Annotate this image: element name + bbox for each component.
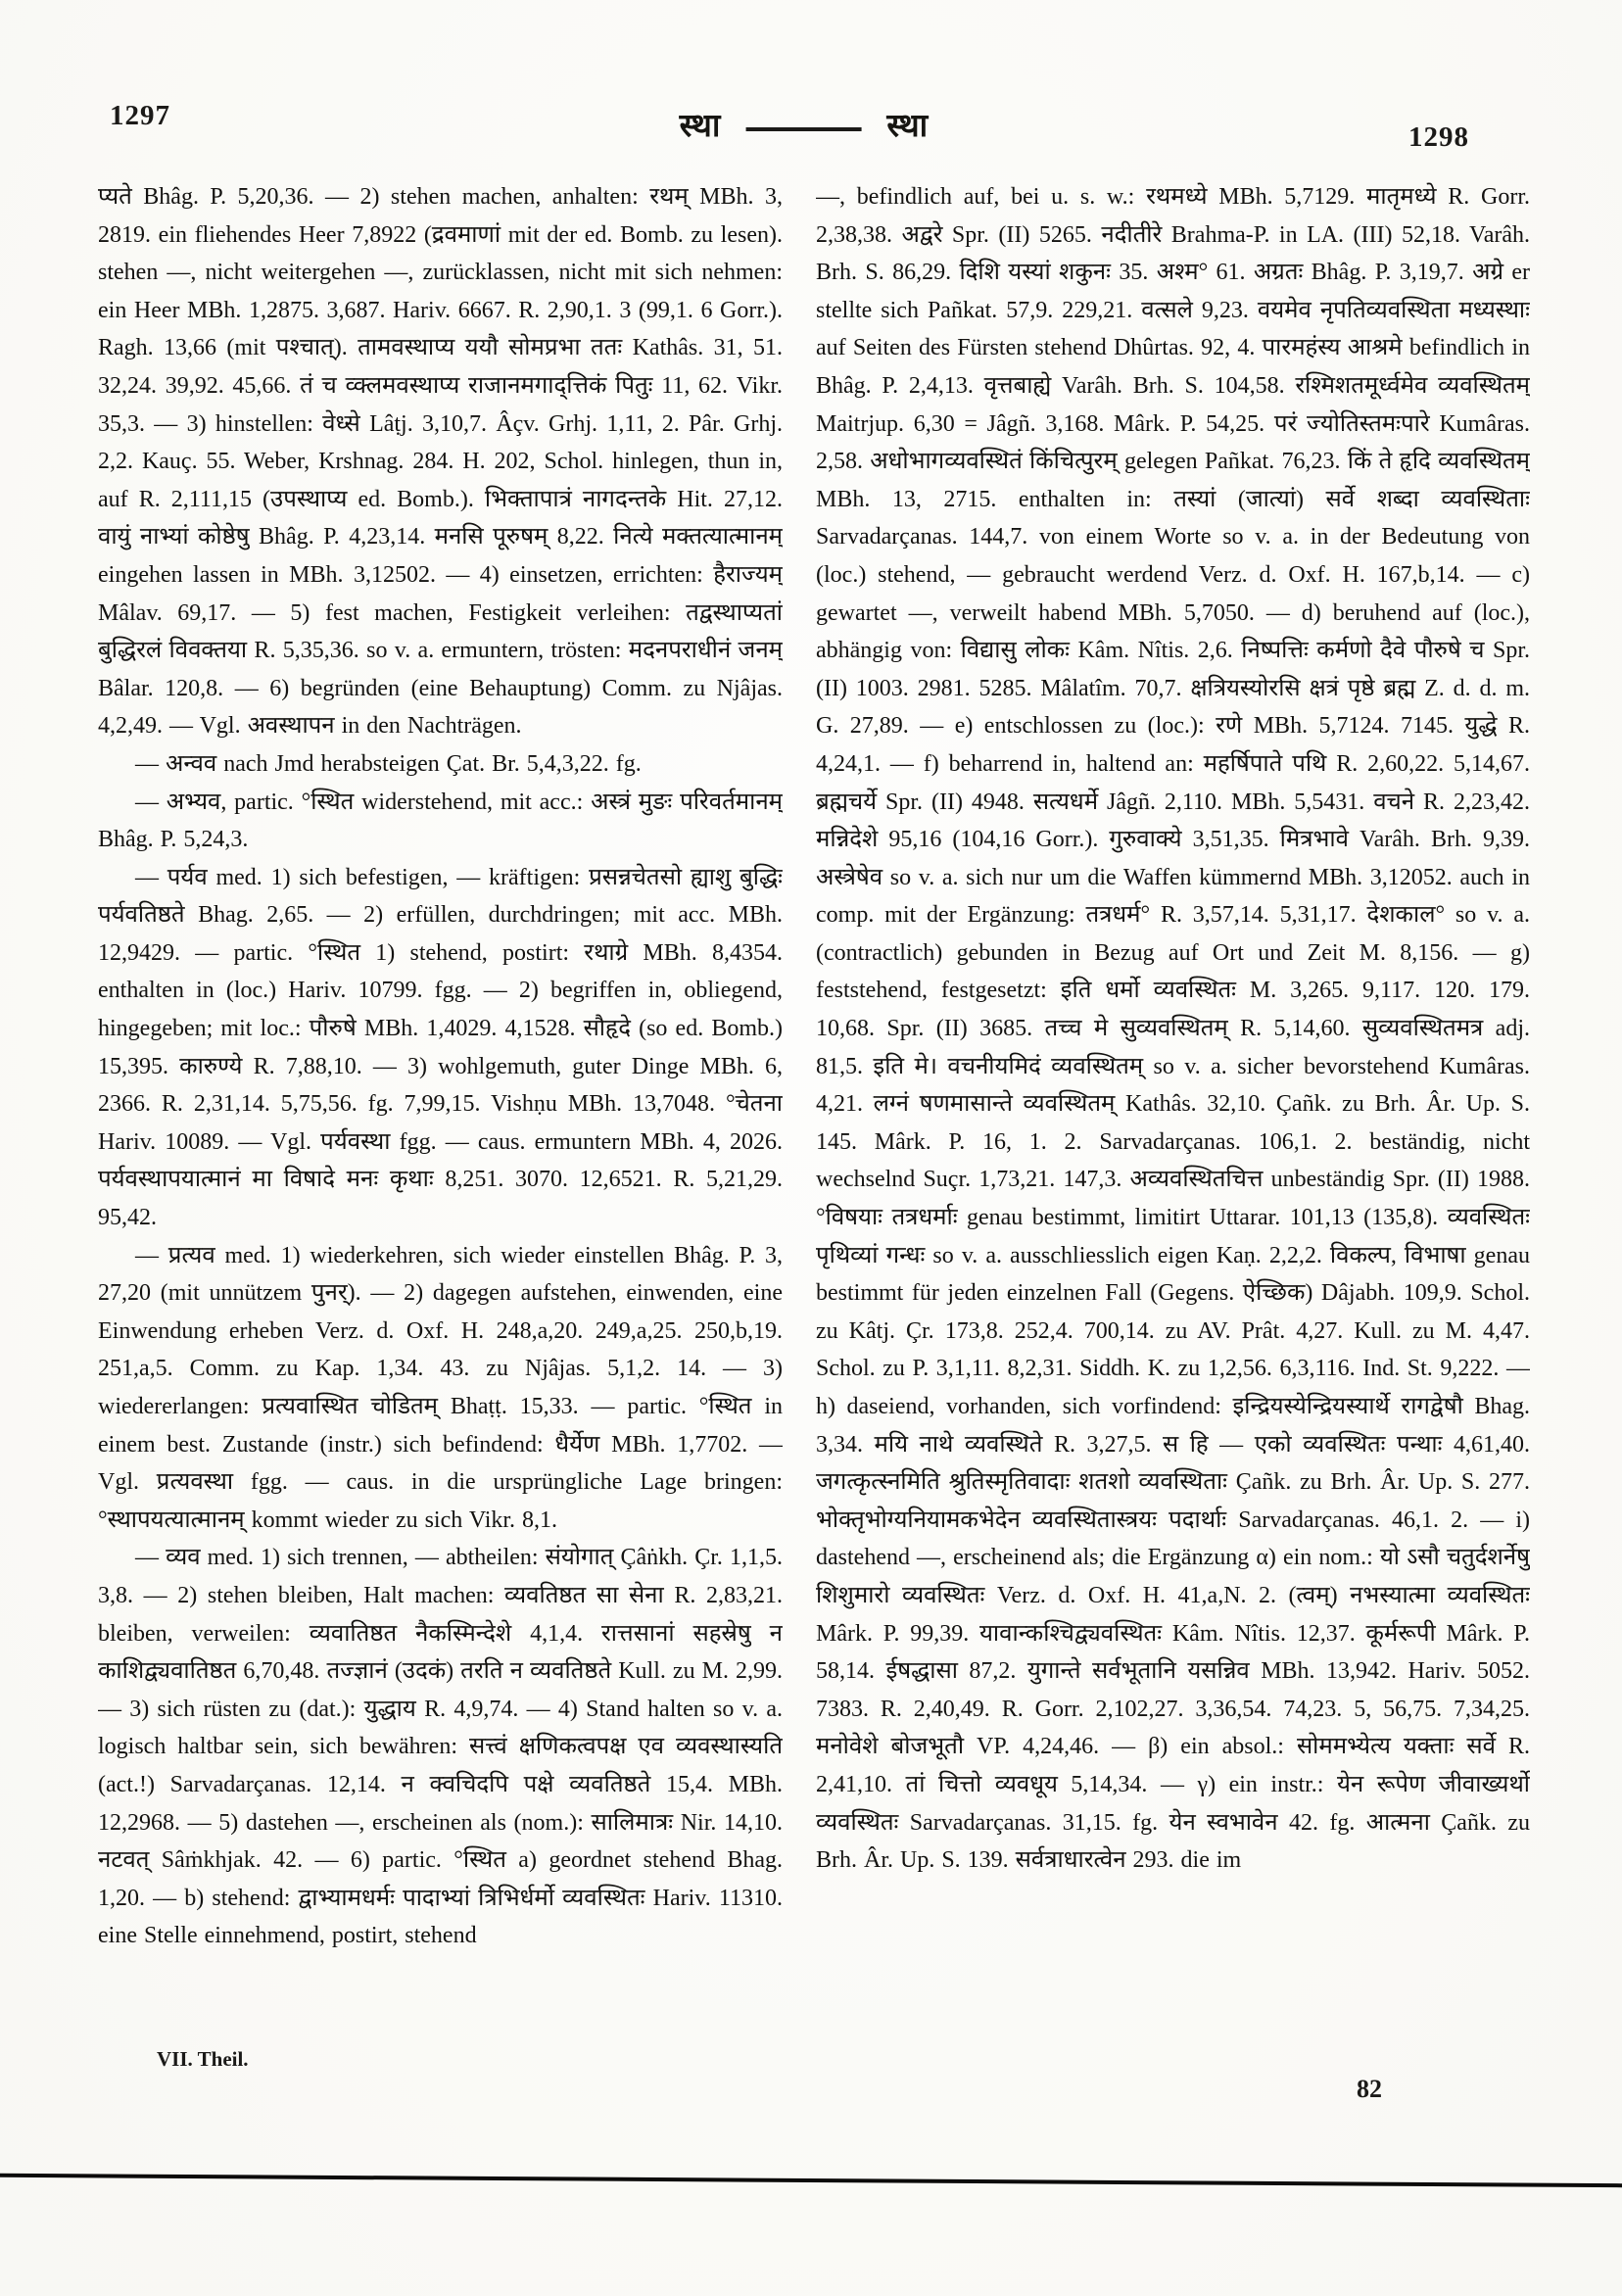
entry-paragraph: प्यते Bhâg. P. 5,20,36. — 2) stehen machen, anhalten: रथम् MBh. 3, 2819. ein fliehendes Heer 7,8922 (द्रवमाणां mit der ed. Bomb. zu lesen). stehen —, nicht weitergehen —, zurücklassen, nicht mit sich nehmen: ein Heer MBh. 1,2875. 3,687. Hariv. 6667. R. 2,90,1. 3 (99,1. 6 Gorr.). Ragh. 13,66 (mit पश्चात्). तामवस्थाप्य ययौ सोमप्रभा ततः Kathâs. 31, 51. 32,24. 39,92. 45,66. तं च व्क्लमवस्थाप्य राजानमगाद्त्तिकं पितुः 11, 62. Vikr. 35,3. — 3) hinstellen: वेध्से Lâṭj. 3,10,7. Âçv. Grhj. 1,11, 2. Pâr. Grhj. 2,2. Kauç. 55. Weber, Krshnag. 284. H. 202, Schol. hinlegen, thun in, auf R. 2,111,15 (उपस्थाप्य ed. Bomb.). भिक्तापात्रं नागदन्तके Hit. 27,12. वायुं नाभ्यां कोष्ठेषु Bhâg. P. 4,23,14. मनसि पूरुषम् 8,22. नित्ये मक्तत्यात्मानम् eingehen lassen in MBh. 3,12502. — 4) einsetzen, errichten: हैराज्यम् Mâlav. 69,17. — 5) fest machen, Festigkeit verleihen: तद्वस्थाप्यतां बुद्धिरलं विवक्तया R. 5,35,36. so v. a. ermuntern, trösten: मदनपराधीनं जनम् Bâlar. 120,8. — 6) begründen (eine Behauptung) Comm. zu Njâjas. 4,2,49. — Vgl. अवस्थापन in den Nachträgen. (98, 184, 783, 740)
left-text-column (98, 178, 783, 2045)
entry-paragraph: — पर्यव med. 1) sich befestigen, — kräftigen: प्रसन्नचेतसो ह्याशु बुद्धिः पर्यवतिष्ठते Bhag. 2,65. — 2) erfüllen, durchdringen; mit acc. MBh. 12,9429. — partic. °स्थित 1) stehend, postirt: रथाग्रे MBh. 8,4354. enthalten in (loc.) Hariv. 10799. fgg. — 2) begriffen in, obliegend, hingegeben; mit loc.: पौरुषे MBh. 1,4029. 4,1528. सौहृदे (so ed. Bomb.) 15,395. कारुण्ये R. 7,88,10. — 3) wohlgemuth, guter Dinge MBh. 6, 2366. R. 2,31,14. 5,75,56. fg. 7,99,15. Vishṇu MBh. 13,7048. °चेतना Hariv. 10089. — Vgl. पर्यवस्था fgg. — caus. ermuntern MBh. 4, 2026. पर्यवस्थापयात्मानं मा विषादे मनः कृथाः 8,251. 3070. 12,6521. R. 5,21,29. 95,42. (98, 864, 783, 1231)
page-number-left: 1297 (110, 100, 170, 131)
entry-paragraph: — व्यव med. 1) sich trennen, — abtheilen: संयोगात् Çâṅkh. Çr. 1,1,5. 3,8. — 2) stehen bleiben, Halt machen: व्यवतिष्ठत सा सेना R. 2,83,21. bleiben, verweilen: व्यवातिष्ठत नैकस्मिन्देशे 4,1,4. रात्तसानां सहस्रेषु न काशिद्व्यवातिष्ठत 6,70,48. तज्ज्ञानं (उदकं) तरति न व्यवतिष्ठते Kull. zu M. 2,99. — 3) sich rüsten zu (dat.): युद्धाय R. 4,9,74. — 4) Stand halten so v. a. logisch haltbar sein, sich bewähren: सत्त्वं क्षणिकत्वपक्ष एव व्यवस्थास्यति (act.!) Sarvadarçanas. 12,14. न क्वचिदपि पक्षे व्यवतिष्ठते 15,4. MBh. 12,2968. — 5) dastehen —, erscheinen als (nom.): सालिमात्रः Nir. 14,10. नटवत् Sâṁkhjak. 42. — 6) partic. °स्थित a) geordnet stehend Bhag. 1,20. — b) stehend: द्वाभ्यामधर्मः पादाभ्यां त्रिभिर्धर्मो व्यवस्थितः Hariv. 11310. eine Stelle einnehmend, postirt, stehend (98, 1545, 783, 1949)
entry-paragraph: — प्रत्यव med. 1) wiederkehren, sich wieder einstellen Bhâg. P. 3, 27,20 (mit unnützem पुनर्). — 2) dagegen aufstehen, einwenden, eine Einwendung erheben Verz. d. Oxf. H. 248,a,20. 249,a,25. 250,b,19. 251,a,5. Comm. zu Kap. 1,34. 43. zu Njâjas. 5,1,2. 14. — 3) wiedererlangen: प्रत्यवास्थित चोडितम् Bhaṭṭ. 15,33. — partic. °स्थित in einem best. Zustande (instr.) sich befindend: धैर्येण MBh. 1,7702. — Vgl. प्रत्यवस्था fgg. — caus. in die ursprüngliche Lage bringen: °स्थापयत्यात्मानम् kommt wieder zu sich Vikr. 8,1. (98, 1242, 783, 1533)
right-text-column (816, 178, 1530, 2045)
running-headword-left: स्था (679, 109, 721, 144)
running-header (680, 102, 929, 146)
sheet-signature: 82 (1357, 2075, 1382, 2103)
entry-paragraph: —, befindlich auf, bei u. s. w.: रथमध्ये MBh. 5,7129. मातृमध्ये R. Gorr. 2,38,38. अद्वरे Spr. (II) 5265. नदीतीरे Brahma-P. in LA. (III) 52,18. Varâh. Brh. S. 86,29. दिशि यस्यां शकुनः 35. अश्म° 61. अग्रतः Bhâg. P. 3,19,7. अग्रे er stellte sich Pañkat. 57,9. 229,21. वत्सले 9,23. वयमेव नृपतिव्यवस्थिता मध्यस्थाः auf Seiten des Fürsten stehend Dhûrtas. 92, 4. पारमहंस्य आश्रमे befindlich in Bhâg. P. 2,4,13. वृत्तबाह्ये Varâh. Brh. S. 104,58. रश्मिशतमूर्ध्वमेव व्यवस्थितम् Maitrjup. 6,30 = Jâgñ. 3,168. Mârk. P. 54,25. परं ज्योतिस्तमःपारे Kumâras. 2,58. अधोभागव्यवस्थितं किंचित्पुरम् gelegen Pañkat. 76,23. किं ते हृदि व्यवस्थितम् MBh. 13, 2715. enthalten in: तस्यां (जात्यां) सर्वे शब्दा व्यवस्थिताः Sarvadarçanas. 144,7. von einem Worte so v. a. in der Bedeutung von (loc.) stehend, — gebraucht werdend Verz. d. Oxf. H. 167,b,14. — c) gewartet —, verweilt habend MBh. 5,7050. — d) beruhend auf (loc.), abhängig von: विद्यासु लोकः Kâm. Nîtis. 2,6. निष्पत्तिः कर्मणो दैवे पौरुषे च Spr. (II) 1003. 2981. 5285. Mâlatîm. 70,7. क्षत्रियस्योरसि क्षत्रं पृष्ठे ब्रह्म Z. d. d. m. G. 27,89. — e) entschlossen zu (loc.): रणे MBh. 5,7124. 7145. युद्धे R. 4,24,1. — f) beharrend in, haltend an: महर्षिपाते पथि R. 2,60,22. 5,14,67. ब्रह्मचर्ये Spr. (II) 4948. सत्यधर्मे Jâgñ. 2,110. MBh. 5,5431. वचने R. 2,23,42. मन्निदेशे 95,16 (104,16 Gorr.). गुरुवाक्ये 3,51,35. मित्रभावे Varâh. Brh. 9,39. अस्त्रेषेव so v. a. sich nur um die Waffen kümmernd MBh. 3,12052. auch in comp. mit der Ergänzung: तत्रधर्म° R. 3,57,14. 5,31,17. देशकाल° so v. a. (contractlich) gebunden in Bezug auf Ort und Zeit M. 8,156. — g) feststehend, festgesetzt: इति धर्मो व्यवस्थितः M. 3,265. 9,117. 120. 179. 10,68. Spr. (II) 3685. तच्च मे सुव्यवस्थितम् R. 5,14,60. सुव्यवस्थितमत्र adj. 81,5. इति मे। वचनीयमिदं व्यवस्थितम् so v. a. sicher bevorstehend Kumâras. 4,21. लग्नं षणमासान्ते व्यवस्थितम् Kathâs. 32,10. Çañk. zu Brh. Âr. Up. S. 145. Mârk. P. 16, 1. 2. Sarvadarçanas. 106,1. 2. beständig, nicht wechselnd Suçr. 1,73,21. 147,3. अव्यवस्थितचित्त unbeständig Spr. (II) 1988. °विषयाः तत्रधर्माः genau bestimmt, limitirt Uttarar. 101,13 (135,8). व्यवस्थितः पृथिव्यां गन्धः so v. a. ausschliesslich eigen Kaṇ. 2,2,2. विकल्प, विभाषा genau bestimmt für jeden einzelnen Fall (Gegens. ऐच्छिक) Dâjabh. 109,9. Schol. zu Kâtj. Çr. 173,8. 252,4. 700,14. zu AV. Prât. 4,27. Kull. zu M. 4,47. Schol. zu P. 3,1,11. 8,2,31. Siddh. K. zu 1,2,56. 6,3,116. Ind. St. 9,222. — h) daseiend, vorhanden, sich vorfindend: इन्द्रियस्येन्द्रियस्यार्थे रागद्वेषौ Bhag. 3,34. मयि नाथे व्यवस्थिते R. 3,27,5. स हि — एको व्यवस्थितः पन्थाः 4,61,40. जगत्कृत्स्नमिति श्रुतिस्मृतिवादाः शतशो व्यवस्थिताः Çañk. zu Brh. Âr. Up. S. 277. भोक्तृभोग्यनियामकभेदेन व्यवस्थितास्त्रयः पदार्थाः Sarvadarçanas. 46,1. 2. — i) dastehend —, erscheinend als; die Ergänzung α) ein nom.: यो ऽसौ चतुर्दशर्नेषु शिशुमारो व्यवस्थितः Verz. d. Oxf. H. 41,a,N. 2. (त्वम्) नभस्यात्मा व्यवस्थितः Mârk. P. 99,39. यावान्कश्चिद्व्यवस्थितः Kâm. Nîtis. 12,37. कूर्मरूपी Mârk. P. 58,14. ईषद्धासा 87,2. युगान्ते सर्वभूतानि यसन्निव MBh. 13,942. Hariv. 5052. 7383. R. 2,40,49. R. Gorr. 2,102,27. 3,36,54. 74,23. 5, 56,75. 7,34,25. मनोवेशे बोजभूतौ VP. 4,24,46. — β) ein absol.: सोममभ्येत्य यक्ताः सर्वे R. 2,41,10. तां चित्तो व्यवधूय 5,14,34. — γ) ein instr.: येन रूपेण जीवाख्यर्थो व्यवस्थितः Sarvadarçanas. 31,15. fg. येन स्वभावेन 42. fg. आत्मना Çañk. zu Brh. Âr. Up. S. 139. सर्वत्राधारत्वेन 293. die im (816, 184, 1530, 1874)
page-bottom-rule (0, 2174, 1622, 2187)
running-headword-right: स्था (886, 109, 929, 144)
volume-signature: VII. Theil. (157, 2047, 249, 2071)
entry-paragraph: — अन्वव nach Jmd herabsteigen Çat. Br. 5,4,3,22. fg. (135, 750, 642, 777)
entry-paragraph: — अभ्यव, partic. °स्थित widerstehend, mit acc.: अस्त्रं मुङः परिवर्तमानम् Bhâg. P. 5,24,3. (98, 789, 783, 853)
page-number-right: 1298 (1408, 121, 1469, 153)
header-dash-rule (745, 127, 861, 131)
